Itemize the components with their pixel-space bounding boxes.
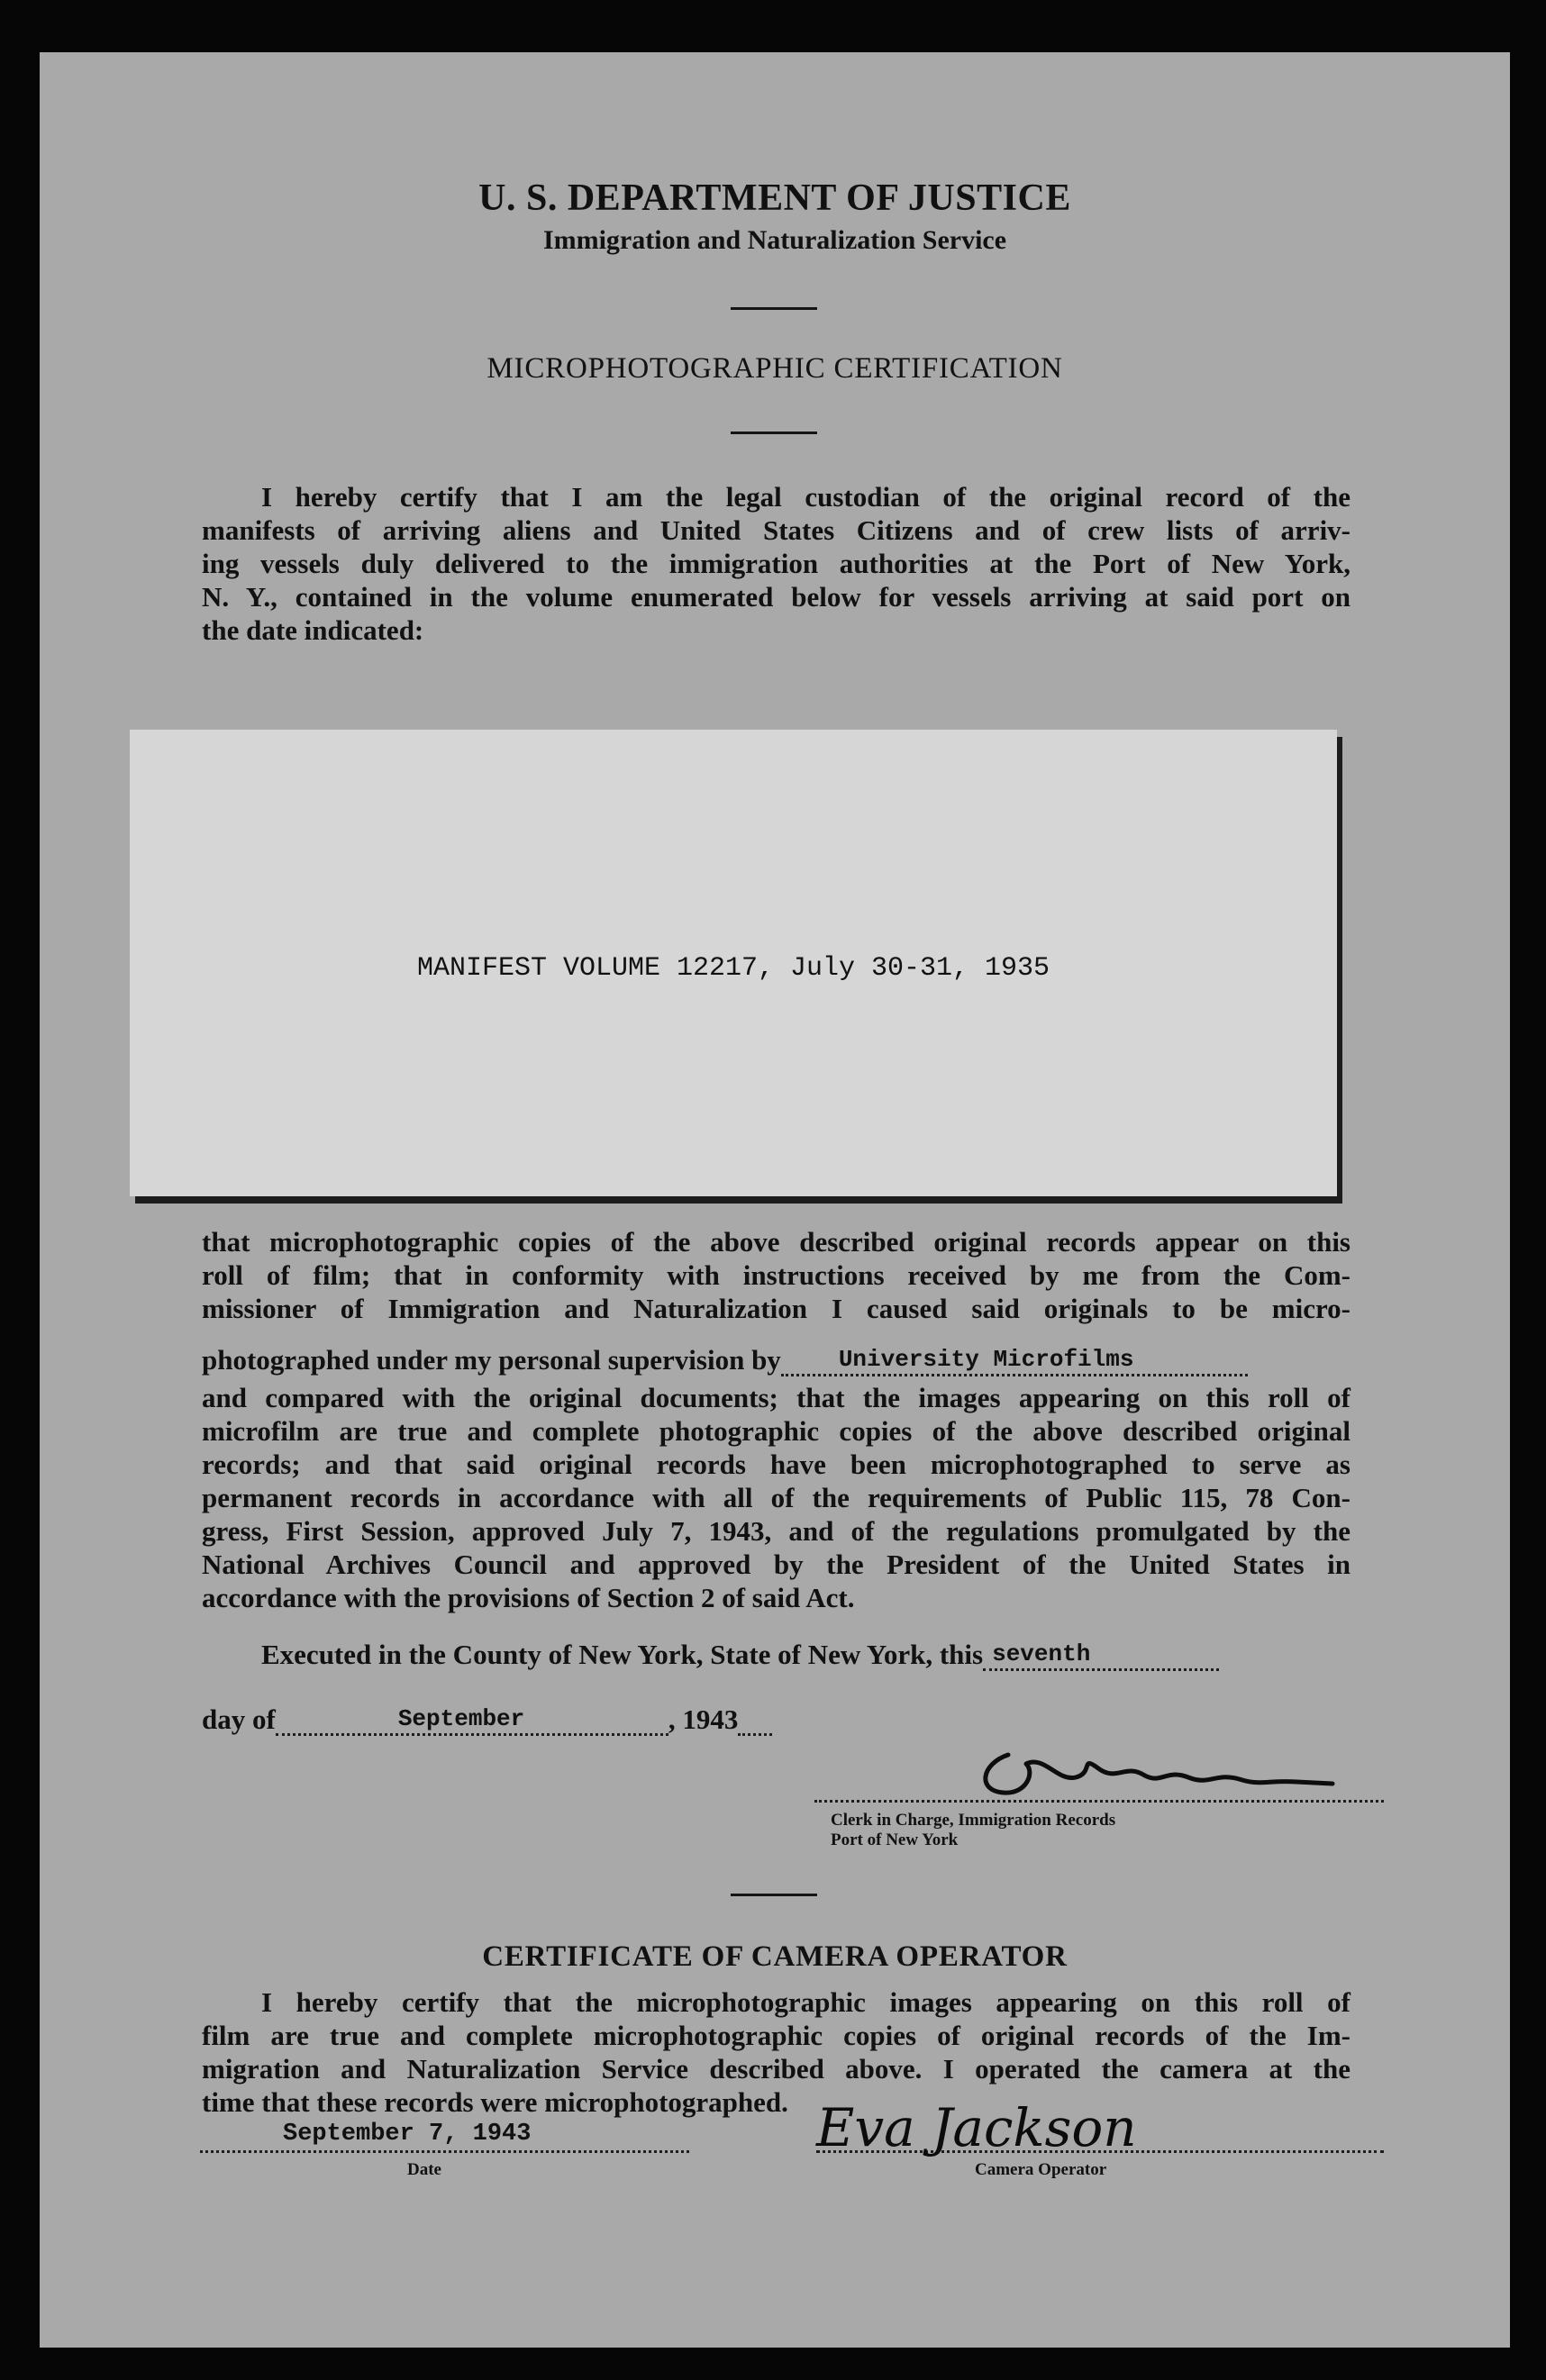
intro-line: manifests of arriving aliens and United States Citizens and of crew lists of arriv- — [202, 514, 1350, 546]
intro-line: ing vessels duly delivered to the immigration authorities at the Port of New York, — [202, 548, 1350, 579]
date-label: Date — [407, 2160, 441, 2179]
operator-line: I hereby certify that the microphotographic images appearing on this roll of — [261, 1986, 1350, 2018]
body-line: roll of film; that in conformity with instructions received by me from the Com- — [202, 1259, 1350, 1291]
certificate-page — [40, 52, 1510, 2348]
executed-day-field — [983, 1641, 1219, 1671]
month-field — [276, 1706, 668, 1736]
date-value: September 7, 1943 — [283, 2121, 532, 2148]
body-line: accordance with the provisions of Section 2 of said Act. — [202, 1582, 855, 1613]
clerk-signature-icon — [972, 1728, 1360, 1809]
operator-line: time that these records were microphotographed. — [202, 2086, 788, 2118]
clerk-location: Port of New York — [831, 1830, 959, 1849]
divider-top — [731, 307, 817, 310]
operator-label: Camera Operator — [975, 2160, 1107, 2179]
intro-paragraph — [202, 480, 1350, 647]
divider-bottom — [731, 1894, 817, 1896]
supervision-value: University Microfilms — [838, 1346, 1134, 1373]
day-of-line — [202, 1703, 1013, 1736]
divider-mid — [731, 431, 817, 434]
intro-line: I hereby certify that I am the legal custodian of the original record of the — [261, 481, 1350, 513]
intro-line: N. Y., contained in the volume enumerated below for vessels arriving at said port on — [202, 581, 1350, 613]
executed-line — [261, 1638, 1350, 1671]
manifest-volume-card — [130, 730, 1337, 1196]
month-value: September — [397, 1705, 525, 1732]
body-paragraph-2 — [202, 1381, 1350, 1614]
camera-operator-title: CERTIFICATE OF CAMERA OPERATOR — [482, 1940, 1068, 1973]
intro-line: the date indicated: — [202, 614, 424, 646]
body-line: permanent records in accordance with all of the requirements of Public 115, 78 Con- — [202, 1482, 1350, 1513]
year-suffix: , 1943 — [668, 1703, 739, 1735]
body-line: National Archives Council and approved by the President of the United States in — [202, 1549, 1350, 1580]
body-line: records; and that said original records have been microphotographed to serve as — [202, 1449, 1350, 1480]
department-title: U. S. DEPARTMENT OF JUSTICE — [478, 177, 1071, 219]
supervision-field — [781, 1347, 1248, 1376]
supervision-line — [202, 1343, 1350, 1376]
operator-signature: Eva Jackson — [816, 2097, 1137, 2158]
manifest-volume-text: MANIFEST VOLUME 12217, July 30-31, 1935 — [416, 953, 1050, 984]
day-of-label: day of — [202, 1703, 276, 1735]
certification-title: MICROPHOTOGRAPHIC CERTIFICATION — [487, 352, 1063, 385]
date-line — [200, 2150, 689, 2153]
body-line: that microphotographic copies of the above described original records appear on this — [202, 1226, 1350, 1258]
executed-day-value: seventh — [992, 1640, 1091, 1667]
body-line: microfilm are true and complete photographic copies of the above described original — [202, 1415, 1350, 1447]
operator-line: migration and Naturalization Service described above. I operated the camera at the — [202, 2053, 1350, 2085]
executed-prefix: Executed in the County of New York, State of New York, this — [261, 1639, 984, 1670]
clerk-title: Clerk in Charge, Immigration Records — [831, 1811, 1116, 1830]
service-subtitle: Immigration and Naturalization Service — [542, 225, 1007, 255]
body-paragraph-1 — [202, 1225, 1350, 1325]
supervision-prefix: photographed under my personal supervision by — [202, 1344, 781, 1376]
body-line: gress, First Session, approved July 7, 1943, and of the regulations promulgated by the — [202, 1515, 1350, 1547]
camera-operator-paragraph — [202, 1985, 1350, 2119]
operator-line: film are true and complete microphotographic copies of original records of the Im- — [202, 2020, 1350, 2051]
year-trailing-dots — [738, 1706, 772, 1736]
body-line: missioner of Immigration and Naturalization I caused said originals to be micro- — [202, 1293, 1350, 1324]
body-line: and compared with the original documents; that the images appearing on this roll of — [202, 1382, 1350, 1413]
